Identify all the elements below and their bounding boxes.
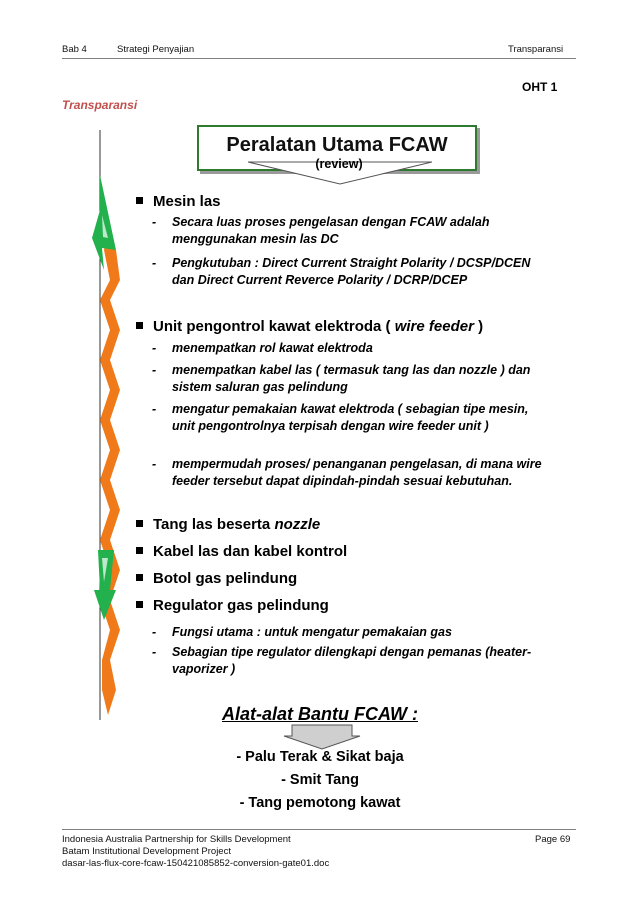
sub-text: Pengkutuban : Direct Current Straight Polarity / DCSP/DCEN dan Direct Current Reverce Polarity / DCRP/DCEP (172, 256, 531, 287)
sub-item (152, 456, 542, 490)
bullet-label-em: wire feeder (394, 318, 474, 335)
title-main: Peralatan Utama FCAW (226, 134, 448, 156)
dash-icon: - (152, 215, 157, 229)
bullet-label-pre: Unit pengontrol kawat elektroda ( (153, 318, 391, 335)
dash-icon: - (152, 341, 157, 355)
header-rule (62, 58, 576, 59)
aux-item: - Tang pemotong kawat (239, 795, 401, 811)
dash-icon: - (152, 645, 157, 659)
bullet-mesin-las (136, 193, 221, 210)
bullet-square-icon (136, 547, 143, 554)
bullet-label: Mesin las (153, 193, 221, 210)
section-label: Transparansi (62, 98, 138, 112)
sub-text: menempatkan kabel las ( termasuk tang las dan nozzle ) dan sistem saluran gas pelindung (172, 363, 531, 394)
sub-item (152, 214, 542, 248)
sub-text: menempatkan rol kawat elektroda (172, 341, 373, 355)
title-review: (review) (315, 157, 363, 171)
bullet-botol-gas (136, 570, 297, 587)
bullet-label: Regulator gas pelindung (153, 597, 329, 614)
bullet-square-icon (136, 197, 143, 204)
sub-text: Sebagian tipe regulator dilengkapi dengan pemanas (heater-vaporizer ) (172, 645, 532, 676)
oht-label: OHT 1 (522, 80, 558, 94)
bullet-label: Botol gas pelindung (153, 570, 298, 587)
footer-line3: dasar-las-flux-core-fcaw-150421085852-conversion-gate01.doc (62, 858, 330, 869)
footer-line1: Indonesia Australia Partnership for Skills Development (62, 834, 291, 845)
bullet-label-em: nozzle (274, 516, 321, 533)
dash-icon: - (152, 625, 157, 639)
bullet-square-icon (136, 322, 143, 329)
dash-icon: - (152, 457, 157, 471)
dash-icon: - (152, 402, 157, 416)
bullet-label: Kabel las dan kabel kontrol (153, 543, 348, 560)
decorative-arrow-icon (80, 120, 140, 730)
header-section: Strategi Penyajian (117, 44, 195, 55)
sub-text: Secara luas proses pengelasan dengan FCAW adalah menggunakan mesin las DC (172, 215, 490, 246)
bullet-wire-feeder (136, 318, 483, 335)
footer-rule (62, 829, 576, 830)
bullet-tang-las (136, 516, 320, 533)
header-chapter: Bab 4 (62, 44, 87, 55)
sub-item (152, 401, 542, 435)
sub-item (152, 362, 542, 396)
bullet-label-post: ) (478, 318, 484, 335)
sub-item (152, 624, 542, 641)
bullet-kabel-las (136, 543, 347, 560)
aux-item: - Palu Terak & Sikat baja (236, 749, 404, 765)
dash-icon: - (152, 256, 157, 270)
aux-arrow-icon (282, 724, 362, 750)
sub-item (152, 340, 542, 357)
sub-text: Fungsi utama : untuk mengatur pemakaian gas (172, 625, 452, 639)
bullet-square-icon (136, 574, 143, 581)
dash-icon: - (152, 363, 157, 377)
header-right: Transparansi (508, 44, 564, 55)
bullet-label-pre: Tang las beserta (153, 516, 275, 533)
sub-item (152, 644, 542, 678)
aux-item: - Smit Tang (281, 772, 359, 788)
bullet-square-icon (136, 601, 143, 608)
arrow-orange-body (100, 230, 120, 715)
bullet-regulator (136, 597, 329, 614)
sub-text: mengatur pemakaian kawat elektroda ( sebagian tipe mesin, unit pengontrolnya terpisah dengan wire feeder unit ) (172, 402, 529, 433)
footer-line2: Batam Institutional Development Project (62, 846, 231, 857)
sub-text: mempermudah proses/ penanganan pengelasan, di mana wire feeder tersebut dapat dipindah-pindah sesuai kebutuhan. (172, 457, 542, 488)
aux-title: Alat-alat Bantu FCAW : (222, 704, 418, 724)
footer-page: Page 69 (535, 834, 571, 845)
sub-item (152, 255, 542, 289)
bullet-square-icon (136, 520, 143, 527)
